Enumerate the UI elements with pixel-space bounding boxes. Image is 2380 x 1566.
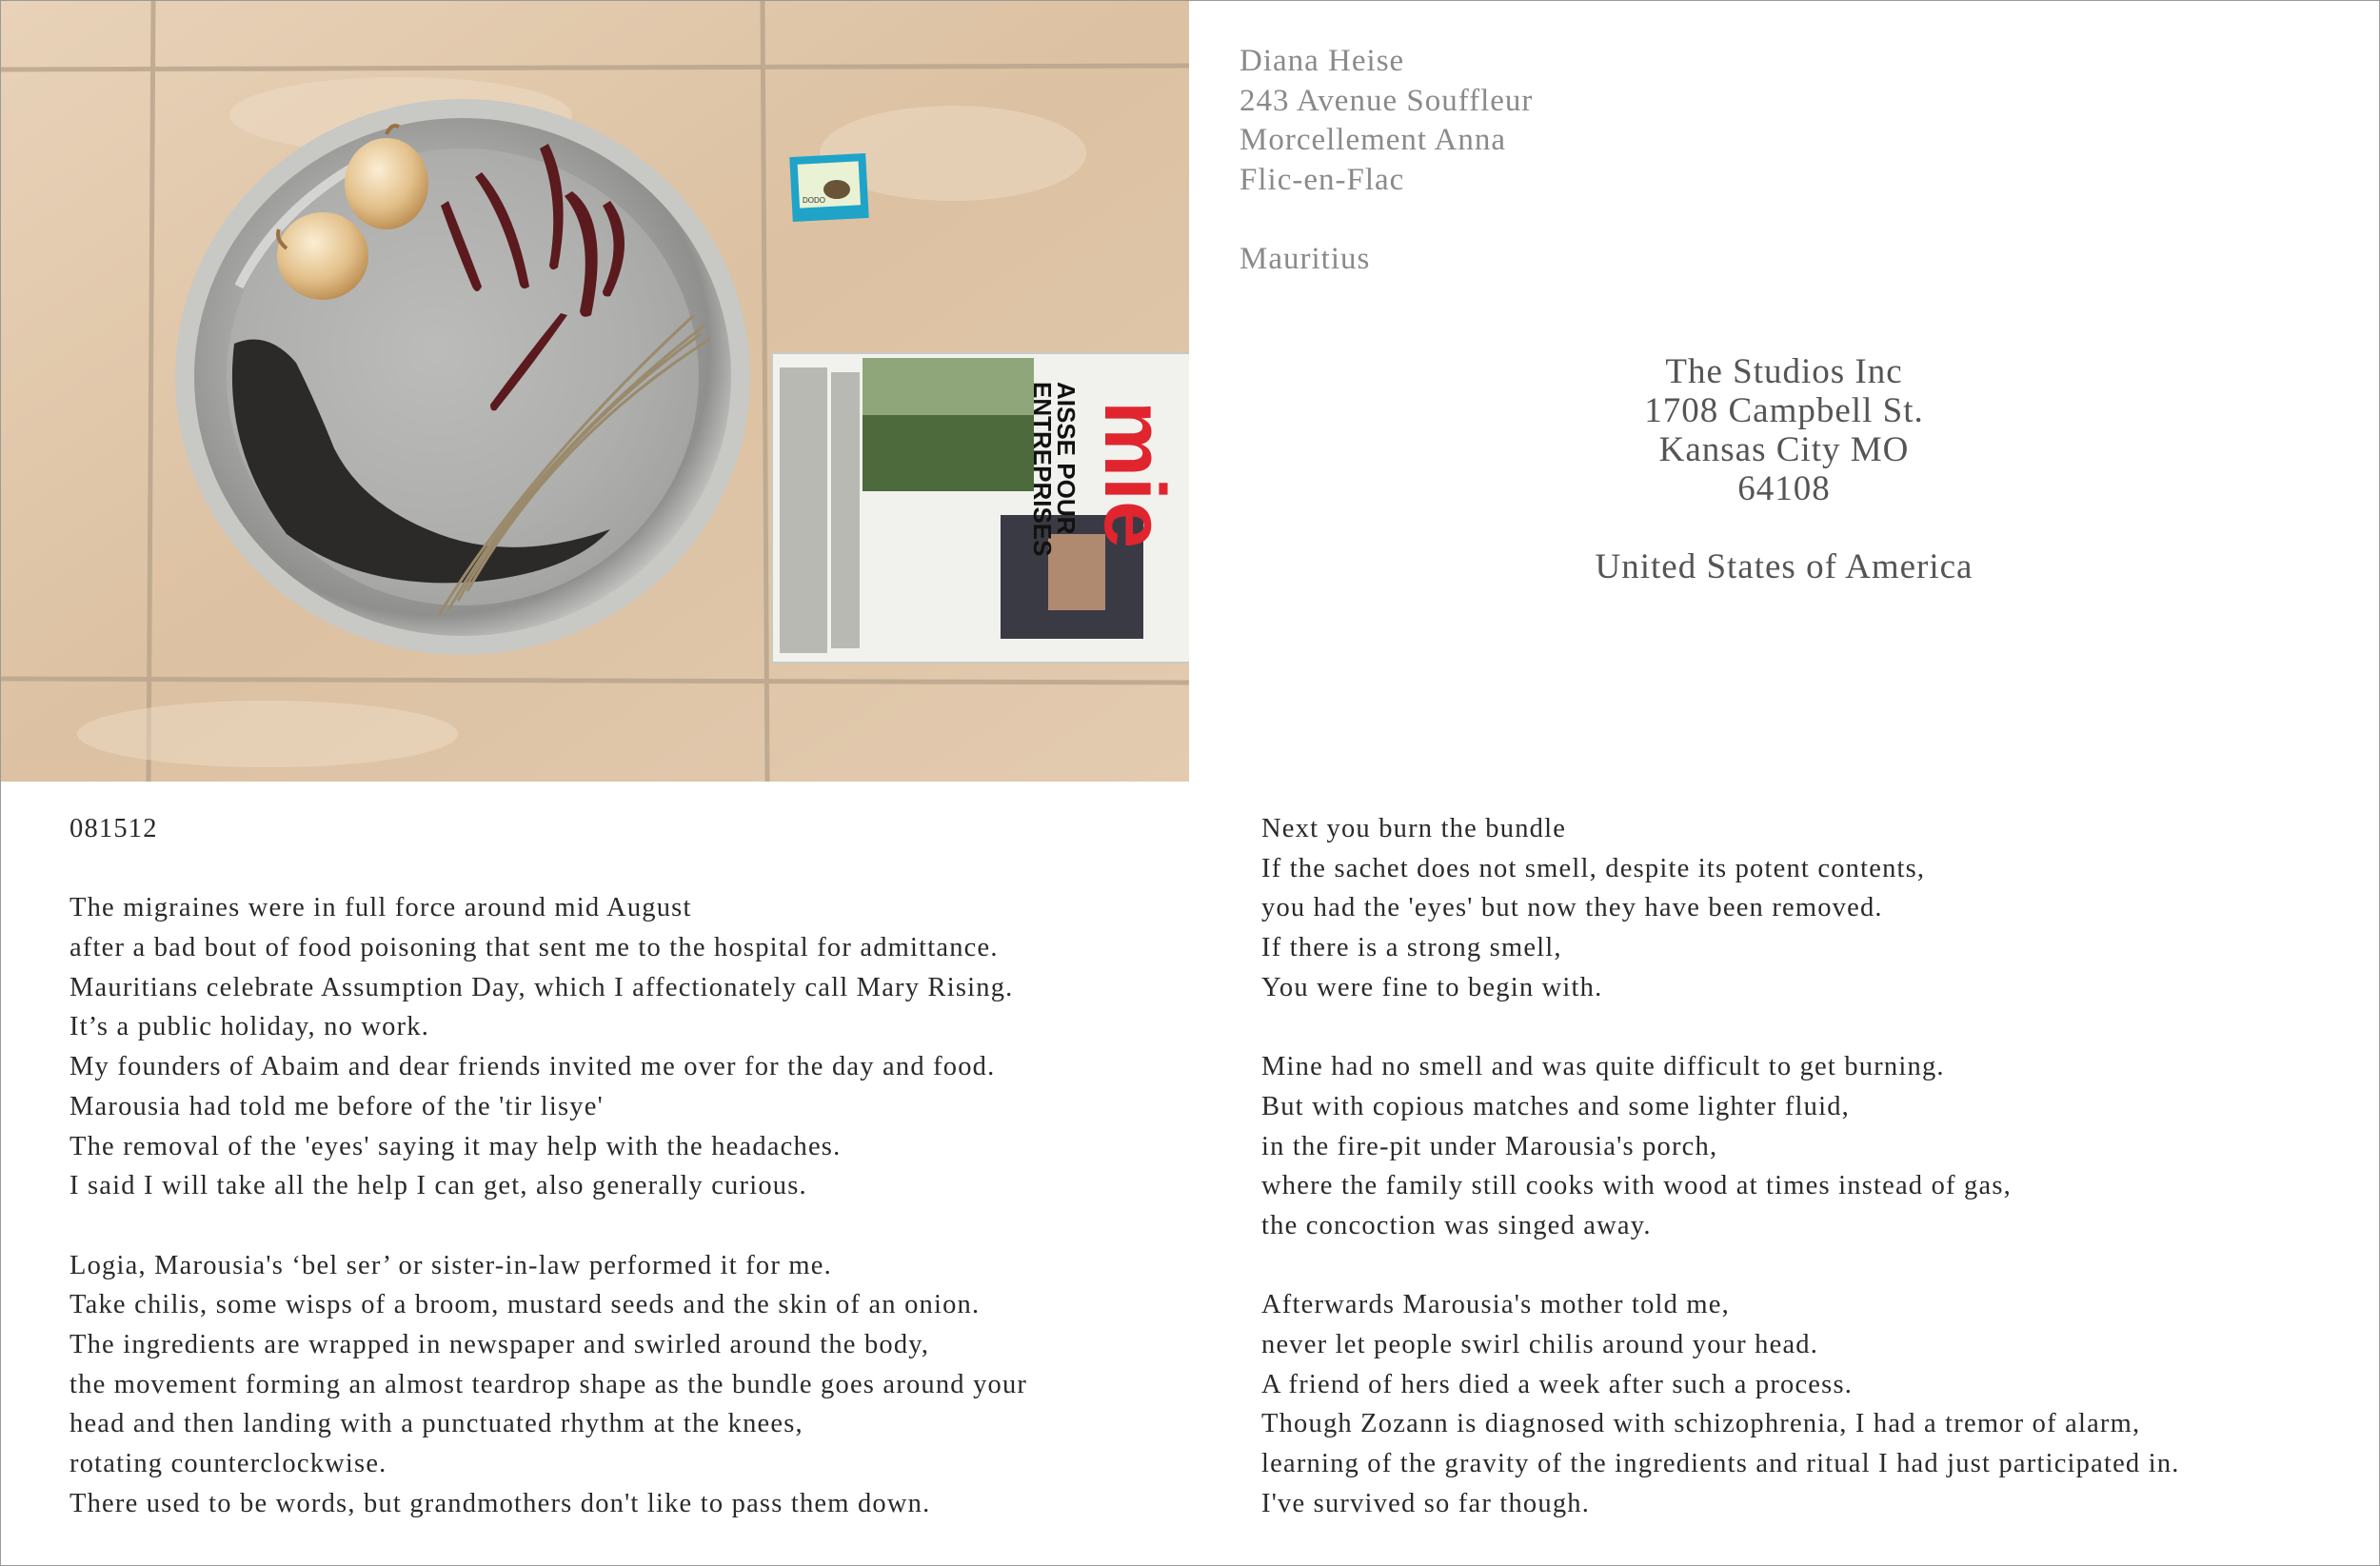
text-line: in the fire-pit under Marousia's porch, [1261,1131,1718,1161]
text-line: after a bad bout of food poisoning that sent me to the hospital for admittance. [69,933,999,963]
text-line: Next you burn the bundle [1261,814,1567,843]
text-line: My founders of Abaim and dear friends invited me over for the day and food. [69,1052,996,1082]
newspaper-headline-3: ENTREPRISES [1028,382,1057,557]
text-line: head and then landing with a punctuated rhythm at the knees, [69,1409,803,1439]
still-life-photo [1,1,1189,782]
text-line: You were fine to begin with. [1261,972,1603,1002]
recipient-country: United States of America [1595,547,1973,586]
text-line: It’s a public holiday, no work. [69,1012,430,1042]
newspaper-headline-1: mie [1086,401,1181,549]
text-line: Though Zozann is diagnosed with schizophrenia, I had a tremor of alarm, [1261,1409,2141,1439]
sender-street: 243 Avenue Souffleur [1240,83,1534,118]
text-line: A friend of hers died a week after such a process. [1261,1369,1854,1399]
left-text-column [69,809,1027,1523]
text-line: The ingredients are wrapped in newspaper and swirled around the body, [69,1329,930,1359]
newspaper [772,353,1189,663]
text-line: If there is a strong smell, [1261,933,1562,963]
newspaper-headline-2: AISSE POUR [1052,382,1081,535]
sender-country: Mauritius [1240,241,1371,276]
text-line: never let people swirl chilis around your head. [1261,1329,1819,1359]
text-line: But with copious matches and some lighter fluid, [1261,1091,1851,1121]
text-line: the concoction was singed away. [1261,1210,1652,1240]
text-line: Logia, Marousia's ‘bel ser’ or sister-in-law performed it for me. [69,1250,832,1280]
sender-address [1240,42,1533,279]
recipient-street: 1708 Campbell St. [1644,391,1924,430]
text-line: where the family still cooks with wood at times instead of gas, [1261,1171,2012,1201]
matchbox [789,153,868,222]
sender-area: Morcellement Anna [1240,123,1507,157]
text-line: learning of the gravity of the ingredients and ritual I had just participated in. [1261,1449,2180,1478]
text-line: you had the 'eyes' but now they have been removed. [1261,893,1883,923]
text-line: Mine had no smell and was quite difficult to get burning. [1261,1052,1945,1082]
right-text-column [1261,809,2180,1523]
text-line: Afterwards Marousia's mother told me, [1261,1290,1730,1320]
text-line: The migraines were in full force around mid August [69,893,692,923]
text-line: Mauritians celebrate Assumption Day, which I affectionately call Mary Rising. [69,972,1014,1002]
text-line: I've survived so far though. [1261,1488,1591,1518]
sender-name: Diana Heise [1240,44,1405,78]
date-code: 081512 [69,814,158,843]
recipient-company: The Studios Inc [1665,352,1903,391]
sender-city: Flic-en-Flac [1240,162,1405,197]
matchbox-label: DODO [803,196,825,205]
text-line: The removal of the 'eyes' saying it may help with the headaches. [69,1131,842,1161]
text-line: Marousia had told me before of the 'tir lisye' [69,1091,604,1121]
text-line: rotating counterclockwise. [69,1449,387,1478]
text-line: There used to be words, but grandmothers don't like to pass them down. [69,1488,931,1518]
recipient-address [1498,352,2070,586]
text-line: I said I will take all the help I can get, also generally curious. [69,1171,807,1201]
text-line: the movement forming an almost teardrop shape as the bundle goes around your [69,1369,1028,1399]
text-line: Take chilis, some wisps of a broom, mustard seeds and the skin of an onion. [69,1290,981,1320]
recipient-zip: 64108 [1737,469,1831,508]
recipient-city: Kansas City MO [1658,430,1910,469]
text-line: If the sachet does not smell, despite its potent contents, [1261,853,1926,883]
